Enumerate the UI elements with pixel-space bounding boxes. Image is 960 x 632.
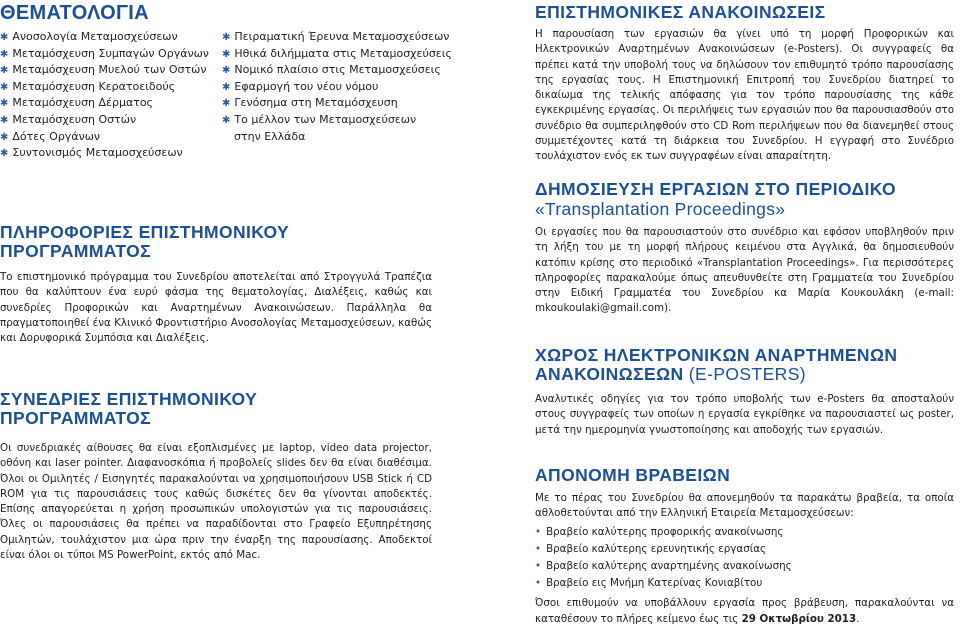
asterisk-icon: ✱	[222, 98, 231, 110]
topic-label: Μεταμόσχευση Οστών	[12, 112, 137, 126]
topic-item	[222, 95, 452, 112]
topics-list-1	[0, 29, 209, 162]
asterisk-icon: ✱	[0, 32, 9, 43]
awards-text: Με το πέρας του Συνεδρίου θα απονεμηθούν τα παρακάτω βραβεία, τα οποία αθλοθετούνται από την Ελληνική Εταιρεία Μεταμοσχεύσεων:	[535, 492, 954, 520]
asterisk-icon: ✱	[0, 48, 9, 60]
topic-label: Γενόσημα στη Μεταμόσχευση	[234, 96, 398, 110]
asterisk-icon: ✱	[0, 148, 9, 160]
eposters-heading-suffix: (E-POSTERS)	[683, 364, 806, 384]
publication-section	[535, 180, 954, 317]
awards-list	[535, 524, 954, 593]
awards-heading: ΑΠΟΝΟΜΗ ΒΡΑΒΕΙΩΝ	[535, 465, 731, 485]
award-item: • Βραβείο καλύτερης ερευνητικής εργασίας	[535, 541, 954, 558]
eposters-heading-line2: ΑΝΑΚΟΙΝΩΣΕΩΝ	[535, 364, 684, 384]
eposters-section	[535, 346, 954, 438]
program-heading	[0, 223, 432, 261]
asterisk-icon: ✱	[0, 98, 9, 110]
topic-label: Μεταμόσχευση Συμπαγών Οργάνων	[12, 46, 209, 60]
topic-item	[0, 112, 209, 129]
abstracts-section	[535, 3, 954, 165]
publication-heading: ΔΗΜΟΣΙΕΥΣΗ ΕΡΓΑΣΙΩΝ ΣΤΟ ΠΕΡΙΟΔΙΚΟ	[535, 179, 897, 199]
awards-section	[535, 466, 954, 627]
topic-label: Μεταμόσχευση Δέρματος	[12, 96, 154, 110]
asterisk-icon: ✱	[0, 81, 9, 93]
topic-label: Εφαρμογή του νέου νόμου	[234, 79, 379, 93]
topic-item	[0, 129, 209, 146]
topic-item	[222, 46, 452, 63]
topic-item	[222, 112, 452, 129]
asterisk-icon: ✱	[0, 131, 9, 143]
topic-label: Το μέλλον των Μεταμοσχεύσεων	[234, 112, 417, 126]
topic-item	[222, 29, 452, 46]
abstracts-text: Η παρουσίαση των εργασιών θα γίνει υπό τη μορφή Προφορικών και Ηλεκτρονικών Αναρτημένων Ανακοινώσεων (e-Posters). Οι συγγραφείς θα πρέπει κατά την υποβολή τους να δηλώσουν τον επιθυμητό τρόπο παρουσίασης της εργασίας τους. Η Επιστημονική Επιτροπή του Συνεδρίου διατηρεί το δικαίωμα της τελικής απόφασης για τον τρόπο παρουσίασης της κάθε εγκεκριμένης εργασίας. Οι περιλήψεις των εργασιών που θα παρουσιασθούν στο συνέδριο θα συμπεριληφθούν στο CD Rom περιλήψεων που θα διανεμηθεί στους συμμετέχοντες κατά τη διάρκεια του Συνεδρίου. Η εγγραφή στο Συνέδριο τουλάχιστον ενός εκ των συγγραφέων είναι απαραίτητη.	[535, 28, 954, 163]
abstracts-heading: ΕΠΙΣΤΗΜΟΝΙΚΕΣ ΑΝΑΚΟΙΝΩΣΕΙΣ	[535, 2, 826, 22]
award-item: • Βραβείο εις Μνήμη Κατερίνας Κονιαβίτου	[535, 575, 954, 592]
asterisk-icon: ✱	[222, 32, 231, 43]
sessions-heading-line2: ΠΡΟΓΡΑΜΜΑΤΟΣ	[0, 408, 152, 428]
topics-heading: ΘΕΜΑΤΟΛΟΓΙΑ	[0, 2, 149, 24]
sessions-heading	[0, 390, 432, 428]
topic-item	[0, 79, 209, 96]
topic-label: Μεταμόσχευση Κερατοειδούς	[12, 79, 176, 93]
publication-text-body: Οι εργασίες που θα παρουσιαστούν στο συνέδριο και εφόσον υποβληθούν πριν τη λήξη του με τη μορφή πλήρους κειμένου στα Αγγλικά, θα δημοσιευθούν κατόπιν κρίσης στο περιοδικό «Transplantation Proceedings». Για περισσότερες πληροφορίες παρακαλούμε όπως απευθυνθείτε στη Γραμματεία του Συνεδρίου στην Ειδική Γραμματέα του Συνεδρίου κα Μαρία Κουκουλάκη (e-mail: mkoukoulaki@gmail.com).	[535, 226, 954, 315]
asterisk-icon: ✱	[222, 114, 231, 126]
sessions-heading-line1: ΣΥΝΕΔΡΙΕΣ ΕΠΙΣΤΗΜΟΝΙΚΟΥ	[0, 389, 258, 409]
topic-item	[0, 62, 209, 79]
award-item: • Βραβείο καλύτερης αναρτημένης ανακοίνωσης	[535, 558, 954, 575]
topic-item	[0, 145, 209, 162]
topic-label: Ηθικά διλήμματα στις Μεταμοσχεύσεις	[234, 46, 452, 60]
asterisk-icon: ✱	[0, 114, 9, 126]
asterisk-icon: ✱	[0, 65, 9, 77]
sessions-text: Οι συνεδριακές αίθουσες θα είναι εξοπλισμένες με laptop, video data projector, οθόνη και laser pointer. Διαφανοσκόπια ή προβολείς slides δεν θα είναι διαθέσιμα. Όλοι οι Ομιλητές / Εισηγητές παρακαλούνται να χρησιμοποιήσουν USB Stick ή CD ROM για τις παρουσιάσεις τους καθώς δισκέτες δεν θα γίνονται αποδεκτές. Επίσης απαγορεύεται η χρήση προσωπικών υπολογιστών για τις παρουσιάσεις. Όλες οι παρουσιάσεις θα πρέπει να παραδίδονται στο Γραφείο Εξυπηρέτησης Ομιλητών, τουλάχιστον μια ώρα πριν την έναρξη της παρουσίασης. Αποδεκτοί είναι όλοι οι τύποι MS PowerPoint, εκτός από Mac.	[0, 442, 432, 562]
asterisk-icon: ✱	[222, 65, 231, 77]
program-info-section	[0, 223, 432, 346]
program-sessions-section	[0, 390, 432, 563]
program-text: Το επιστημονικό πρόγραμμα του Συνεδρίου αποτελείται από Στρογγυλά Τραπέζια που θα καλύπτουν ένα ευρύ φάσμα της θεματολογίας, Διαλέξεις, καθώς και συνεδρίες Προφορικών και Αναρτημένων Ανακοινώσεων. Παράλληλα θα πραγματοποιηθεί ένα Κλινικό Φροντιστήριο Ανοσολογίας Μεταμοσχεύσεων, καθώς και Δορυφορικά Συμπόσια και Διαλέξεις.	[0, 271, 432, 345]
topic-item-continuation: στην Ελλάδα	[234, 129, 306, 143]
program-heading-line1: ΠΛΗΡΟΦΟΡΙΕΣ ΕΠΙΣΤΗΜΟΝΙΚΟΥ	[0, 222, 290, 242]
topic-label: Νομικό πλαίσιο στις Μεταμοσχεύσεις	[234, 63, 441, 77]
topic-item	[0, 46, 209, 63]
program-heading-line2: ΠΡΟΓΡΑΜΜΑΤΟΣ	[0, 241, 152, 261]
topic-item	[222, 79, 452, 96]
topic-item	[222, 62, 452, 79]
awards-footer-text: Όσοι επιθυμούν να υποβάλλουν εργασία προς βράβευση, παρακαλούνται να καταθέσουν το πλήρες κείμενο έως τις	[535, 597, 954, 625]
awards-deadline: 29 Οκτωβρίου 2013	[741, 612, 857, 625]
topic-item	[0, 29, 209, 46]
topic-item	[0, 95, 209, 112]
asterisk-icon: ✱	[222, 48, 231, 60]
publication-subheading: «Transplantation Proceedings»	[535, 199, 786, 219]
topic-label: Συντονισμός Μεταμοσχεύσεων	[12, 146, 183, 160]
topic-label: Πειραματική Έρευνα Μεταμοσχεύσεων	[234, 30, 450, 43]
eposters-heading	[535, 346, 954, 384]
topic-label: Ανοσολογία Μεταμοσχεύσεων	[12, 30, 178, 43]
eposters-text: Αναλυτικές οδηγίες για τον τρόπο υποβολής των e-Posters θα αποσταλούν στους συγγραφείς των οποίων η εργασία εγκρίθηκε να παρουσιαστεί ως poster, μετά την ημερομηνία γνωστοποίησης και αποδοχής των εργασιών.	[535, 393, 954, 436]
publication-text	[535, 225, 954, 317]
award-item: • Βραβείο καλύτερης προφορικής ανακοίνωσης	[535, 524, 954, 541]
topic-label: Δότες Οργάνων	[12, 129, 101, 143]
topics-list-2	[222, 29, 452, 144]
eposters-heading-line1: ΧΩΡΟΣ ΗΛΕΚΤΡΟΝΙΚΩΝ ΑΝΑΡΤΗΜΕΝΩΝ	[535, 345, 898, 365]
awards-footer	[535, 596, 954, 627]
asterisk-icon: ✱	[222, 81, 231, 93]
topic-label: Μεταμόσχευση Μυελού των Οστών	[12, 63, 207, 77]
awards-footer-end: .	[856, 612, 860, 625]
